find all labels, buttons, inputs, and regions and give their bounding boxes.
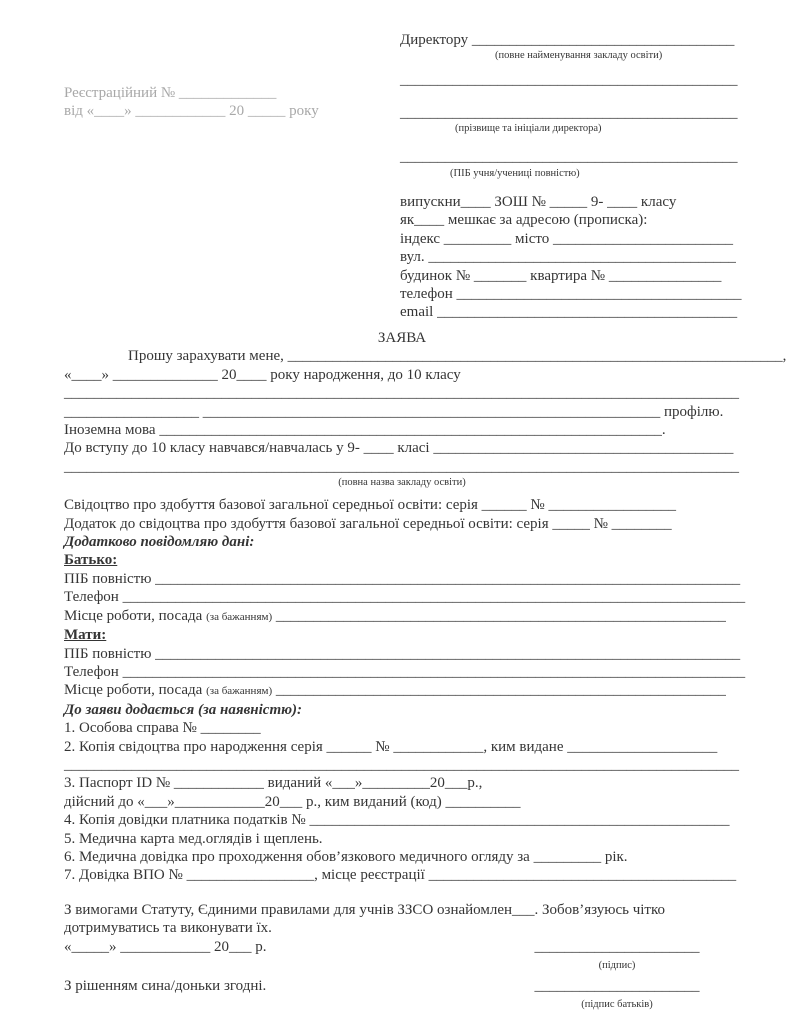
- registration-number-line: Реєстраційний № _____________: [64, 85, 277, 101]
- profile-line: __________________ _____________________________________________________________ профілю.: [64, 403, 724, 420]
- registration-block: [64, 84, 319, 121]
- father-heading-label: Батько:: [64, 552, 118, 569]
- residence-line: як____ мешкає за адресою (прописка):: [400, 212, 648, 229]
- father-phone-line: Телефон ___________________________________________________________________________________: [64, 589, 746, 606]
- student-signature-block: [532, 938, 702, 973]
- student-signature-caption: (підпис): [598, 960, 636, 971]
- father-workplace-fill: ____________________________________________________________: [275, 607, 726, 624]
- email-line: email ________________________________________: [400, 304, 738, 321]
- director-to-line: Директору ___________________________________: [400, 32, 735, 48]
- school-name-blank-line: _____________________________________________: [400, 72, 738, 89]
- attachment-item-birth-certificate: 2. Копія свідоцтва про народження серія ______ № ____________, ким видане ____________________: [64, 738, 718, 755]
- foreign-language-line: Іноземна мова ___________________________________________________________________.: [64, 422, 666, 439]
- father-workplace-note: (за бажанням): [206, 610, 273, 623]
- father-workplace-label: Місце роботи, посада: [64, 607, 203, 624]
- date-signature-row: [64, 938, 740, 973]
- mother-name-line: ПІБ повністю ______________________________________________________________________________: [64, 645, 741, 662]
- mother-workplace-label: Місце роботи, посада: [64, 682, 203, 699]
- mother-workplace-note: (за бажанням): [206, 685, 273, 698]
- certificate-line: Свідоцтво про здобуття базової загальної середньої освіти: серія ______ № _________________: [64, 497, 676, 514]
- mother-heading-label: Мати:: [64, 627, 107, 644]
- attachment-item-passport: 3. Паспорт ID № ____________ виданий «___»_________20___р.,: [64, 775, 483, 792]
- parents-signature-line: ______________________: [534, 978, 700, 994]
- house-apartment-line: будинок № _______ квартира № _______________: [400, 267, 722, 284]
- blank-fill-line-1: __________________________________________________________________________________________: [64, 385, 739, 402]
- previous-class-line: До вступу до 10 класу навчався/навчалась у 9- ____ класі ________________________________________: [64, 440, 734, 457]
- agreement-line-1: З вимогами Статуту, Єдиними правилами для учнів ЗЗСО ознайомлен___. Зобов’язуюсь чітко: [64, 901, 666, 918]
- attachment-item-taxpayer-id: 4. Копія довідки платника податків № ________________________________________________________: [64, 812, 730, 829]
- director-name-blank-line: _____________________________________________: [400, 104, 738, 121]
- applicant-address-block: [400, 193, 748, 322]
- attachment-item-medical-card: 5. Медична карта мед.оглядів і щеплень.: [64, 830, 323, 847]
- birth-date-line: «____» ______________ 20____ року народження, до 10 класу: [64, 366, 461, 383]
- previous-school-caption: (повна назва закладу освіти): [338, 477, 466, 489]
- attachment-item-medical-certificate: 6. Медична довідка про проходження обов’язкового медичного огляду за _________ рік.: [64, 848, 628, 865]
- form-title: ЗАЯВА: [377, 330, 427, 346]
- attachment-item-birth-certificate-blank: __________________________________________________________________________________________: [64, 756, 739, 773]
- street-line: вул. _________________________________________: [400, 249, 736, 266]
- father-workplace-line: [64, 607, 740, 626]
- director-address-block: [400, 31, 748, 181]
- parents-consent-row: [64, 977, 740, 1012]
- student-signature-line: ______________________: [534, 938, 700, 955]
- father-heading: [64, 551, 740, 569]
- father-name-line: ПІБ повністю ______________________________________________________________________________: [64, 570, 741, 587]
- student-name-caption: (ПІБ учня/учениці повністю): [450, 167, 580, 179]
- mother-heading: [64, 626, 740, 644]
- graduate-line: випускни____ ЗОШ № _____ 9- ____ класу: [400, 194, 677, 210]
- mother-workplace-fill: ____________________________________________________________: [275, 682, 726, 699]
- index-city-line: індекс _________ місто ________________________: [400, 230, 733, 247]
- attachment-item-personal-file: 1. Особова справа № ________: [64, 720, 261, 737]
- parents-consent-line: З рішенням сина/доньки згодні.: [64, 978, 267, 994]
- previous-school-blank-line: __________________________________________________________________________________________: [64, 458, 739, 475]
- application-body: [64, 329, 787, 1012]
- parents-signature-block: [532, 977, 702, 1012]
- agreement-date-line: «_____» ____________ 20___ р.: [64, 938, 267, 955]
- school-name-caption: (повне найменування закладу освіти): [495, 50, 663, 62]
- registration-date-line: від «____» ____________ 20 _____ року: [64, 103, 319, 120]
- additional-data-heading: Додатково повідомляю дані:: [64, 534, 255, 551]
- request-intro-line: Прошу зарахувати мене, __________________________________________________________________,: [128, 348, 787, 365]
- attachment-item-idp-certificate: 7. Довідка ВПО № _________________, місце реєстрації _________________________________________: [64, 867, 737, 884]
- parents-signature-caption: (підпис батьків): [581, 999, 653, 1011]
- attachment-item-passport-validity: дійсний до «___»____________20___ р., ким виданий (код) __________: [64, 793, 521, 810]
- certificate-annex-line: Додаток до свідоцтва про здобуття базової загальної середньої освіти: серія _____ № ________: [64, 515, 672, 532]
- attachments-heading: До заяви додається (за наявністю):: [64, 701, 303, 718]
- director-name-caption: (прізвище та ініціали директора): [455, 123, 602, 135]
- phone-line: телефон ______________________________________: [400, 286, 742, 303]
- mother-workplace-line: [64, 681, 740, 700]
- agreement-line-2: дотримуватись та виконувати їх.: [64, 920, 272, 937]
- mother-phone-line: Телефон ___________________________________________________________________________________: [64, 663, 746, 680]
- student-name-blank-line: _____________________________________________: [400, 149, 738, 166]
